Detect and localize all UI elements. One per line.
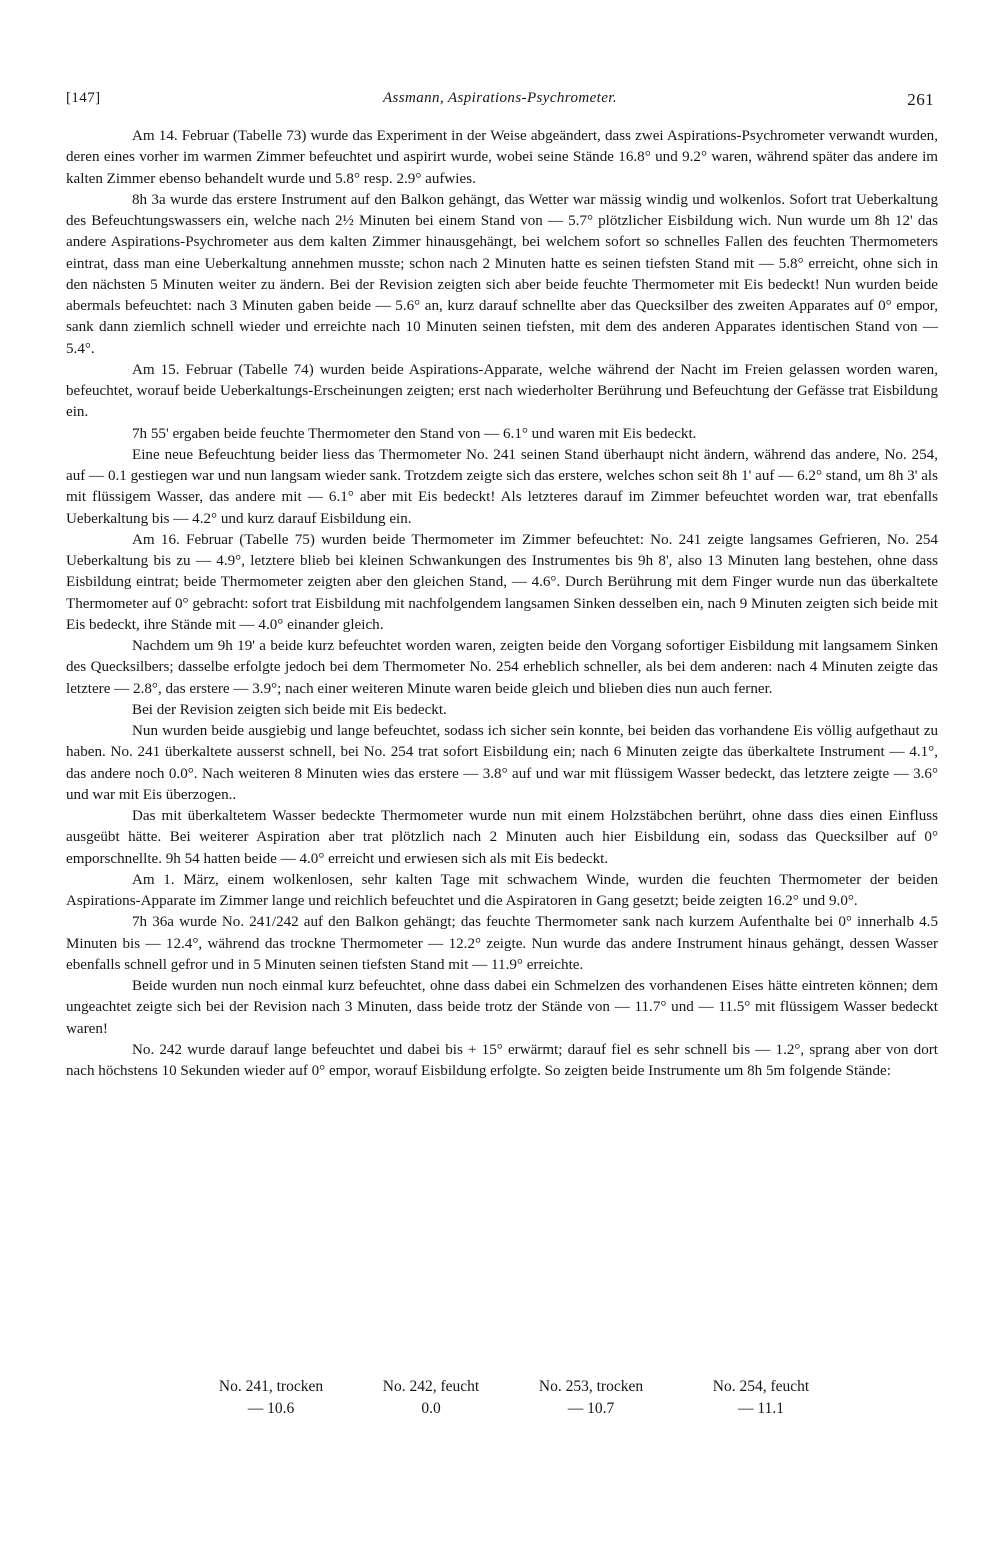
paragraph: Nun wurden beide ausgiebig und lange befeuchtet, sodass ich sicher sein konnte, bei beiden das vorhandene Eis völlig aufgethaut zu haben. No. 241 überkaltete ausserst schnell, bei No. 254 trat sofort Eisbildung ein; nach 6 Minuten zeigte das überkaltete Instrument — 4.1°, das andere noch 0.0°. Nach weiteren 8 Minuten wies das erstere — 3.8° auf und war mit flüssigem Wasser bedeckt, das letztere zeigte — 3.6° und war mit Eis überzogen.. xyxy=(66,723,938,803)
reading-value: — 10.6 xyxy=(247,1400,295,1417)
reading-column xyxy=(186,1376,356,1420)
running-header xyxy=(66,90,934,114)
paragraph: 7h 55' ergaben beide feuchte Thermometer den Stand von — 6.1° und waren mit Eis bedeckt. xyxy=(132,425,697,442)
paragraph: Am 15. Februar (Tabelle 74) wurden beide Aspirations-Apparate, welche während der Nacht im Freien gelassen worden waren, befeuchtet, worauf beide Ueberkaltungs-Erscheinungen zeigten; erst nach wiederholter Berührung und Befeuchtung der Gefässe trat Eisbildung ein. xyxy=(66,361,938,421)
paragraph: Eine neue Befeuchtung beider liess das Thermometer No. 241 seinen Stand überhaupt nicht ändern, während das andere, No. 254, auf — 0.1 gestiegen war und nun langsam wieder sank. Trotzdem zeigte sich das erstere, welches schon seit 8h 1' auf — 6.2° stand, um 8h 3' als mit flüssigem Wasser, das andere mit — 6.1° aber mit Eis bedeckt! Als letzteres darauf im Zimmer befeuchtet worden war, trat ebenfalls Ueberkaltung bis — 4.2° und kurz darauf Eisbildung ein. xyxy=(66,446,938,527)
reading-label: No. 242, feucht xyxy=(382,1378,480,1395)
reading-label: No. 253, trocken xyxy=(538,1378,644,1395)
reading-column xyxy=(676,1376,846,1420)
page-number: 261 xyxy=(907,90,934,109)
reading-value: — 10.7 xyxy=(567,1400,615,1417)
paragraph: 8h 3a wurde das erstere Instrument auf den Balkon gehängt, das Wetter war mässig windig und wolkenlos. Sofort trat Ueberkaltung des Befeuchtungswassers ein, welche nach 2½ Minuten bei einem Stand von — 5.7° plötzlicher Eisbildung wich. Nun wurde um 8h 12' das andere Aspirations-Psychrometer aus dem kalten Zimmer hinausgehängt, bei welchem sofort so schnelles Fallen des feuchten Thermometers eintrat, dass man eine Ueberkaltung annehmen musste; schon nach 2 Minuten hatte es seinen tiefsten Stand mit — 5.8° erreicht, ohne sich in den nächsten 5 Minuten weiter zu ändern. Bei der Revision zeigten sich aber beide feuchte Thermometer mit Eis bedeckt! Nun wurden beide abermals befeuchtet: nach 3 Minuten gaben beide — 5.6° an, kurz darauf schnellte aber das Quecksilber des zweiten Apparates auf 0° empor, sank dann ziemlich schnell wieder und erreichte nach 10 Minuten seinen tiefsten, mit dem des anderen Apparates identischen Stand von — 5.4°. xyxy=(66,191,938,357)
page-reference: [147] xyxy=(66,90,101,106)
paragraph: Beide wurden nun noch einmal kurz befeuchtet, ohne dass dabei ein Schmelzen des vorhandenen Eises hätte eintreten können; dem ungeachtet zeigte sich bei der Revision nach 3 Minuten, dass beide trotz der Stände von — 11.7° und — 11.5° mit flüssigem Wasser bedeckt waren! xyxy=(66,978,938,1037)
reading-value: — 11.1 xyxy=(738,1400,784,1417)
reading-column xyxy=(506,1376,676,1420)
paragraph: 7h 36a wurde No. 241/242 auf den Balkon gehängt; das feuchte Thermometer sank nach kurzem Aufenthalte bei 0° innerhalb 4.5 Minuten bis — 12.4°, während das trockne Thermometer — 12.2° zeigte. Nun wurde das andere Instrument hinaus gehängt, dessen Wasser ebenfalls schnell gefror und in 5 Minuten seinen tiefsten Stand mit — 11.9° erreichte. xyxy=(66,914,938,973)
article-body xyxy=(66,126,938,1082)
reading-value: 0.0 xyxy=(421,1400,441,1417)
paragraph: No. 242 wurde darauf lange befeuchtet und dabei bis + 15° erwärmt; darauf fiel es sehr schnell bis — 1.2°, sprang aber von dort nach höchstens 10 Sekunden wieder auf 0° empor, worauf Eisbildung erfolgte. So zeigten beide Instrumente um 8h 5m folgende Stände: xyxy=(66,1041,938,1079)
paragraph: Nachdem um 9h 19' a beide kurz befeuchtet worden waren, zeigten beide den Vorgang sofortiger Eisbildung mit langsamem Sinken des Quecksilbers; dasselbe erfolgte jedoch bei dem Thermometer No. 254 erheblich schneller, als bei dem anderen: nach 4 Minuten zeigte das letztere — 2.8°, das erstere — 3.9°; nach einer weiteren Minute waren beide gleich und blieben dies nun auch ferner. xyxy=(66,638,938,697)
paragraph: Am 14. Februar (Tabelle 73) wurde das Experiment in der Weise abgeändert, dass zwei Aspirations-Psychrometer verwandt wurden, deren eines vorher im warmen Zimmer befeuchtet und aspirirt wurde, wobei seine Stände 16.8° und 9.2° waren, während später das andere im kalten Zimmer ebenso behandelt wurde und 5.8° resp. 2.9° aufwies. xyxy=(66,128,938,187)
reading-column xyxy=(346,1376,516,1420)
paragraph: Bei der Revision zeigten sich beide mit Eis bedeckt. xyxy=(132,701,447,718)
running-title: Assmann, Aspirations-Psychrometer. xyxy=(382,90,617,106)
paragraph: Das mit überkaltetem Wasser bedeckte Thermometer wurde nun mit einem Holzstäbchen berührt, ohne dass dies einen Einfluss ausgeübt hätte. Bei weiterer Aspiration aber trat plötzlich nach 2 Minuten auch hier Eisbildung ein, sodass das Quecksilber auf 0° emporschnellte. 9h 54 hatten beide — 4.0° erreicht und erwiesen sich als mit Eis bedeckt. xyxy=(66,808,938,867)
paragraph: Am 16. Februar (Tabelle 75) wurden beide Thermometer im Zimmer befeuchtet: No. 241 zeigte langsames Gefrieren, No. 254 Ueberkaltung bis zu — 4.9°, letztere blieb bei kleinen Schwankungen des Instrumentes bis 9h 8', also 13 Minuten lang bestehen, ohne dass Eisbildung eintrat; beide Thermometer zeigten aber den gleichen Stand, — 4.6°. Durch Berührung mit dem Finger wurde nun das überkaltete Thermometer auf 0° gebracht: sofort trat Eisbildung mit nachfolgendem langsamen Sinken desselben ein, nach 9 Minuten zeigten sich beide mit Eis bedeckt, ihre Stände mit — 4.0° einander gleich. xyxy=(66,531,939,633)
reading-label: No. 254, feucht xyxy=(712,1378,810,1395)
paragraph: Am 1. März, einem wolkenlosen, sehr kalten Tage mit schwachem Winde, wurden die feuchten Thermometer der beiden Aspirations-Apparate im Zimmer lange und reichlich befeuchtet und die Aspiratoren in Gang gesetzt; beide zeigten 16.2° und 9.0°. xyxy=(66,871,938,909)
reading-label: No. 241, trocken xyxy=(218,1378,324,1395)
